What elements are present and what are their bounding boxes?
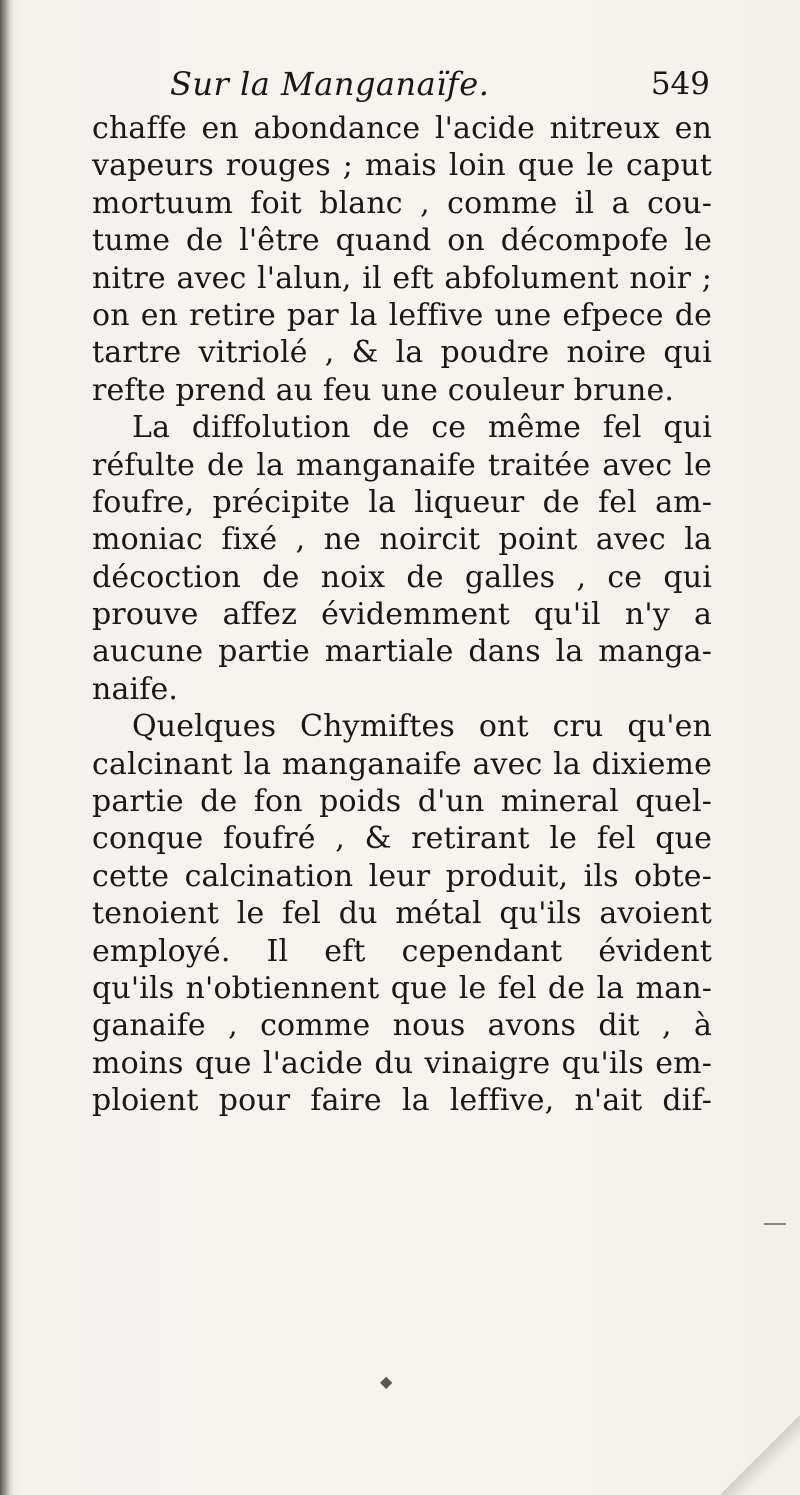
text-line-24: qu'ils n'obtiennent que le fel de la man- <box>92 970 712 1006</box>
text-line-8: refte prend au feu une couleur brune. <box>92 372 675 408</box>
ink-speck: ◆ <box>380 1372 393 1391</box>
page-corner-fold <box>710 1405 800 1495</box>
text-line-26: moins que l'acide du vinaigre qu'ils em- <box>92 1045 712 1081</box>
text-line-6: on en retire par la leffive une efpece de <box>92 297 712 333</box>
margin-dash-mark <box>764 1223 786 1225</box>
text-line-16: naife. <box>92 671 179 707</box>
text-line-13: décoction de noix de galles , ce qui <box>92 559 712 595</box>
text-line-3: mortuum foit blanc , comme il a cou- <box>92 185 712 221</box>
text-line-12: moniac fixé , ne noircit point avec la <box>92 522 712 558</box>
text-line-27: ploient pour faire la leffive, n'ait dif- <box>92 1083 712 1119</box>
text-line-18: calcinant la manganaife avec la dixieme <box>92 746 712 782</box>
text-line-15: aucune partie martiale dans la manga- <box>92 634 712 670</box>
text-line-9: La diffolution de ce même fel qui <box>132 410 712 446</box>
text-line-20: conque foufré , & retirant le fel que <box>92 821 712 857</box>
text-line-1: chaffe en abondance l'acide nitreux en <box>92 111 712 146</box>
running-title: Sur la Manganaïfe. <box>170 65 490 103</box>
text-line-17: Quelques Chymiftes ont cru qu'en <box>132 709 712 745</box>
text-line-22: tenoient le fel du métal qu'ils avoient <box>92 896 712 932</box>
body-text <box>92 110 712 1120</box>
text-line-14: prouve affez évidemment qu'il n'y a <box>92 597 712 633</box>
page-gutter-shadow <box>0 0 14 1495</box>
text-line-25: ganaife , comme nous avons dit , à <box>92 1008 712 1044</box>
text-line-19: partie de fon poids d'un mineral quel- <box>92 784 712 820</box>
text-line-4: tume de l'être quand on décompofe le <box>92 223 712 259</box>
page-header <box>170 62 710 106</box>
text-line-5: nitre avec l'alun, il eft abfolument noir ; <box>92 260 712 296</box>
text-line-23: employé. Il eft cependant évident <box>92 933 712 969</box>
text-line-7: tartre vitriolé , & la poudre noire qui <box>92 335 712 371</box>
text-line-10: réfulte de la manganaife traitée avec le <box>92 447 712 483</box>
page-number: 549 <box>650 66 710 102</box>
text-line-11: foufre, précipite la liqueur de fel am- <box>92 484 712 520</box>
text-line-21: cette calcination leur produit, ils obte- <box>92 858 712 894</box>
text-line-2: vapeurs rouges ; mais loin que le caput <box>92 148 712 184</box>
